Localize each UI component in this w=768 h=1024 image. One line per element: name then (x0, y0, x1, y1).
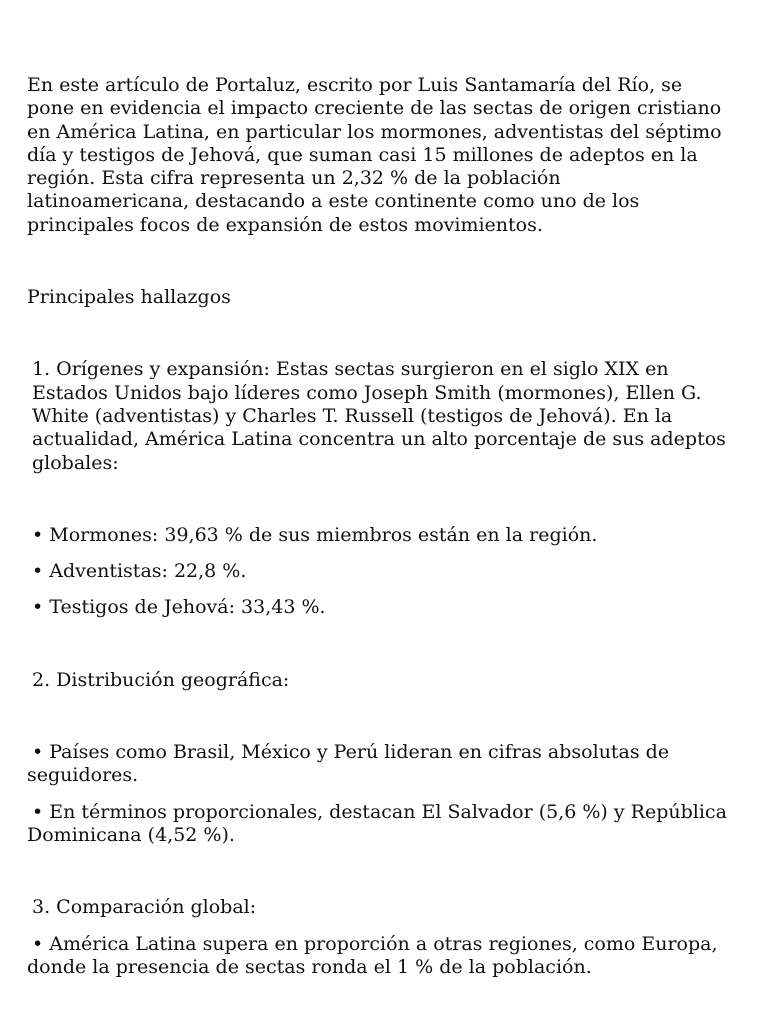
section-3-bullets (27, 933, 727, 980)
intro-paragraph: En este artículo de Portaluz, escrito por Luis Santamaría del Río, se pone en evidencia el impacto creciente de las sectas de origen cristiano en América Latina, en particular los mormones, adventistas del séptimo día y testigos de Jehová, que suman casi 15 millones de adeptos en la región. Esta cifra representa un 2,32 % de la población latinoamericana, destacando a este continente como uno de los principales focos de expansión de estos movimientos. (27, 74, 722, 236)
section-1-bullets (27, 524, 727, 620)
section-heading: Principales hallazgos (27, 286, 231, 309)
section-2-title: 2. Distribución geográfica: (32, 668, 290, 691)
list-item: • Países como Brasil, México y Perú lideran en cifras absolutas de seguidores. (27, 741, 670, 787)
list-item: • Testigos de Jehová: 33,43 %. (32, 596, 326, 619)
section-1-title: 1. Orígenes y expansión: Estas sectas surgieron en el siglo XIX en Estados Unidos bajo líderes como Joseph Smith (mormones), Ellen G. White (adventistas) y Charles T. Russell (testigos de Jehová). En la actualidad, América Latina concentra un alto porcentaje de sus adeptos globales: (32, 358, 726, 474)
list-item: • América Latina supera en proporción a otras regiones, como Europa, donde la presencia de sectas ronda el 1 % de la población. (27, 932, 718, 978)
list-item: • En términos proporcionales, destacan El Salvador (5,6 %) y República Dominicana (4,52 %). (27, 800, 727, 846)
section-2-bullets (27, 741, 727, 847)
document-body (27, 74, 727, 979)
list-item: • Mormones: 39,63 % de sus miembros están en la región. (32, 523, 598, 546)
list-item: • Adventistas: 22,8 %. (32, 560, 247, 583)
section-3-title: 3. Comparación global: (32, 896, 257, 919)
